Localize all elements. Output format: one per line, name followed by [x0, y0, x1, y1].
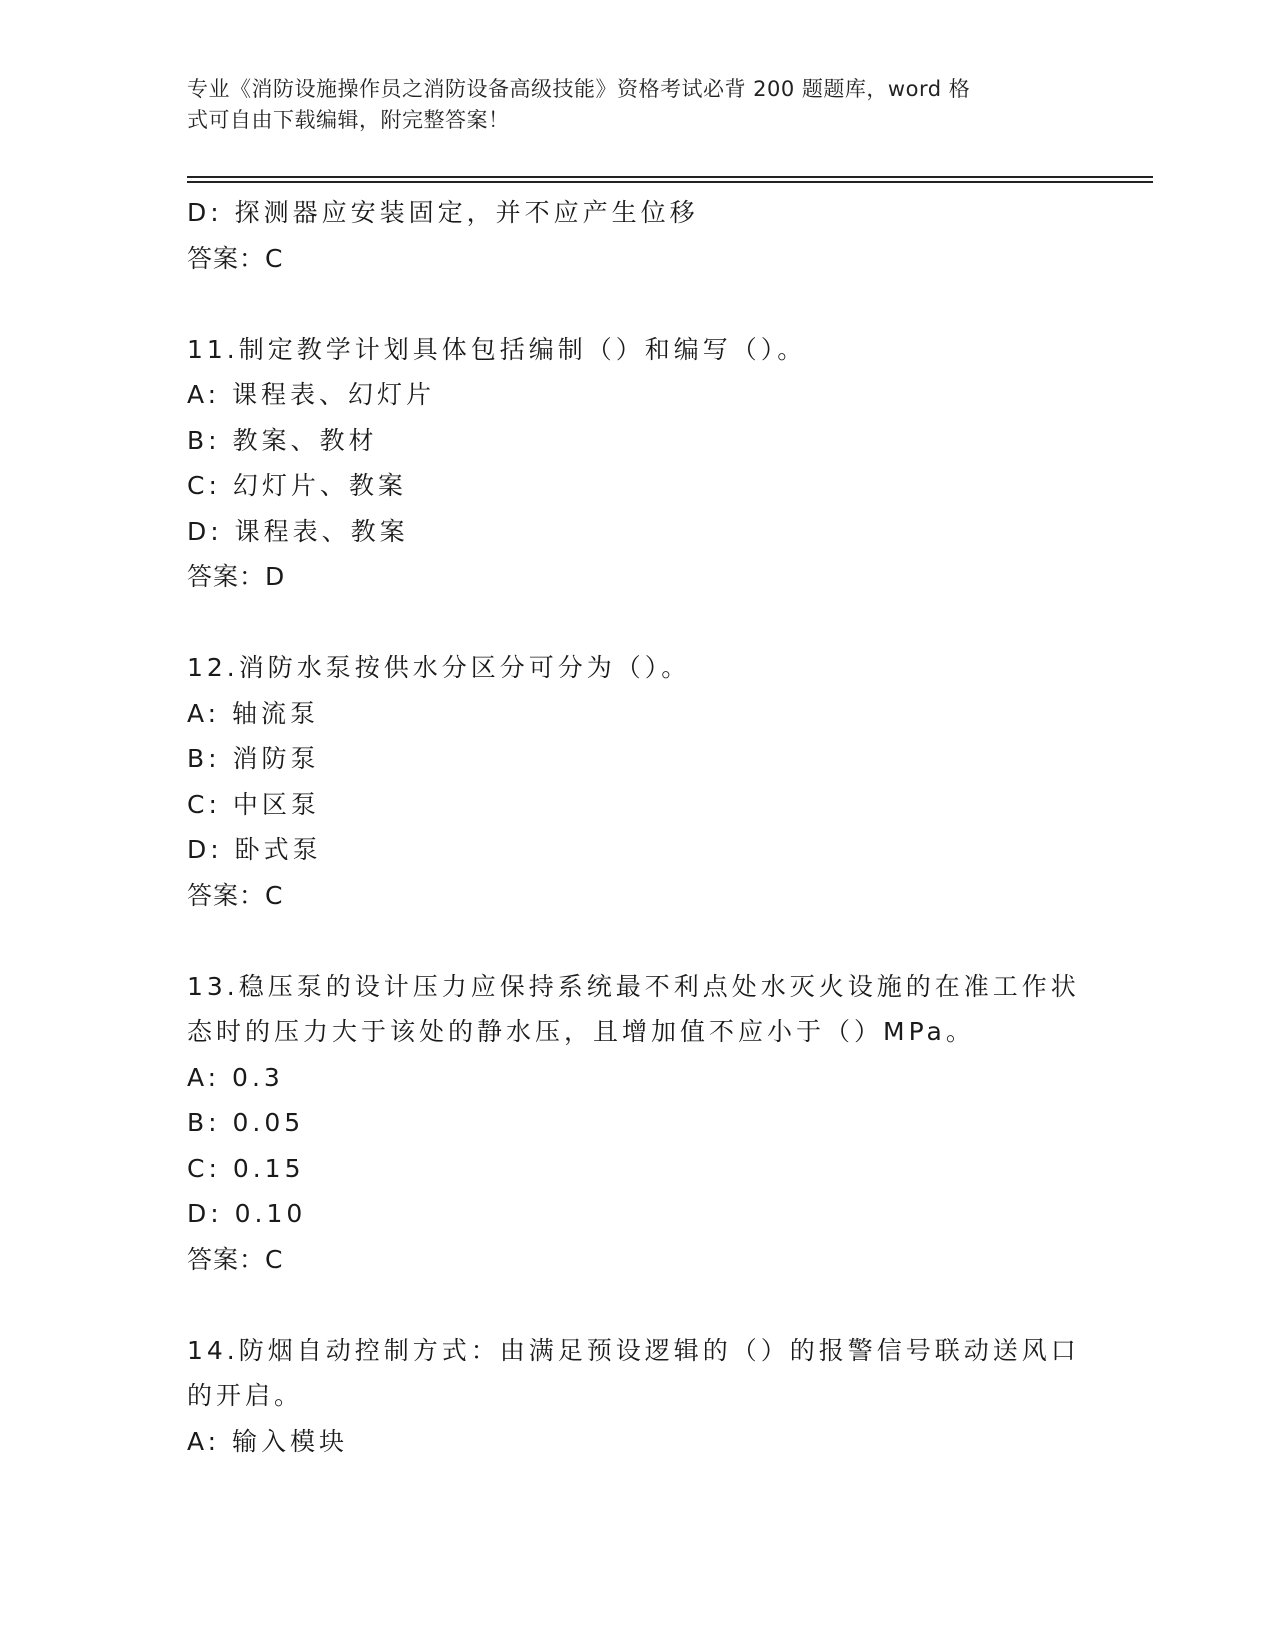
option-d: D: 卧式泵	[187, 835, 322, 864]
question-block-previous	[187, 190, 1087, 281]
option-b: B: 教案、教材	[187, 425, 378, 455]
spacer	[187, 600, 1087, 646]
option-a: A: 课程表、幻灯片	[187, 380, 436, 409]
option-d: D: 0.10	[187, 1199, 307, 1228]
question-block-11	[187, 327, 1087, 600]
question-text-line-1: 14.防烟自动控制方式：由满足预设逻辑的（）的报警信号联动送风口	[187, 1335, 1080, 1365]
answer-line: 答案：C	[187, 1244, 284, 1274]
option-b: B: 消防泵	[187, 744, 320, 773]
question-text: 12.消防水泵按供水分区分可分为（）。	[187, 653, 691, 682]
answer-line: 答案：C	[187, 880, 284, 910]
question-list	[187, 190, 1087, 1464]
header-rule-top	[187, 176, 1153, 178]
question-block-13	[187, 964, 1087, 1283]
document-header	[187, 74, 1067, 136]
question-text-line-2: 的开启。	[187, 1381, 304, 1410]
question-text-line-1: 13.稳压泵的设计压力应保持系统最不利点处水灭火设施的在准工作状	[187, 971, 1080, 1001]
answer-line: 答案：C	[187, 243, 284, 273]
question-block-14	[187, 1328, 1087, 1465]
header-line-2: 式可自由下载编辑，附完整答案！	[187, 108, 510, 132]
spacer	[187, 918, 1087, 964]
question-text: 11.制定教学计划具体包括编制（）和编写（）。	[187, 334, 807, 364]
option-a: A: 0.3	[187, 1062, 284, 1092]
option-c: C: 中区泵	[187, 789, 320, 819]
spacer	[187, 281, 1087, 327]
spacer	[187, 1282, 1087, 1328]
option-b: B: 0.05	[187, 1108, 305, 1137]
answer-line: 答案：D	[187, 562, 286, 591]
option-a: A: 输入模块	[187, 1426, 349, 1456]
option-d: D: 探测器应安装固定，并不应产生位移	[187, 198, 699, 227]
option-c: C: 0.15	[187, 1153, 305, 1183]
header-rule-bottom	[187, 181, 1153, 183]
option-c: C: 幻灯片、教案	[187, 471, 407, 500]
option-d: D: 课程表、教案	[187, 516, 409, 546]
option-a: A: 轴流泵	[187, 698, 320, 728]
question-block-12	[187, 645, 1087, 918]
header-line-1: 专业《消防设施操作员之消防设备高级技能》资格考试必背 200 题题库，word 格	[187, 77, 971, 101]
question-text-line-2: 态时的压力大于该处的静水压，且增加值不应小于（）MPa。	[187, 1017, 975, 1046]
